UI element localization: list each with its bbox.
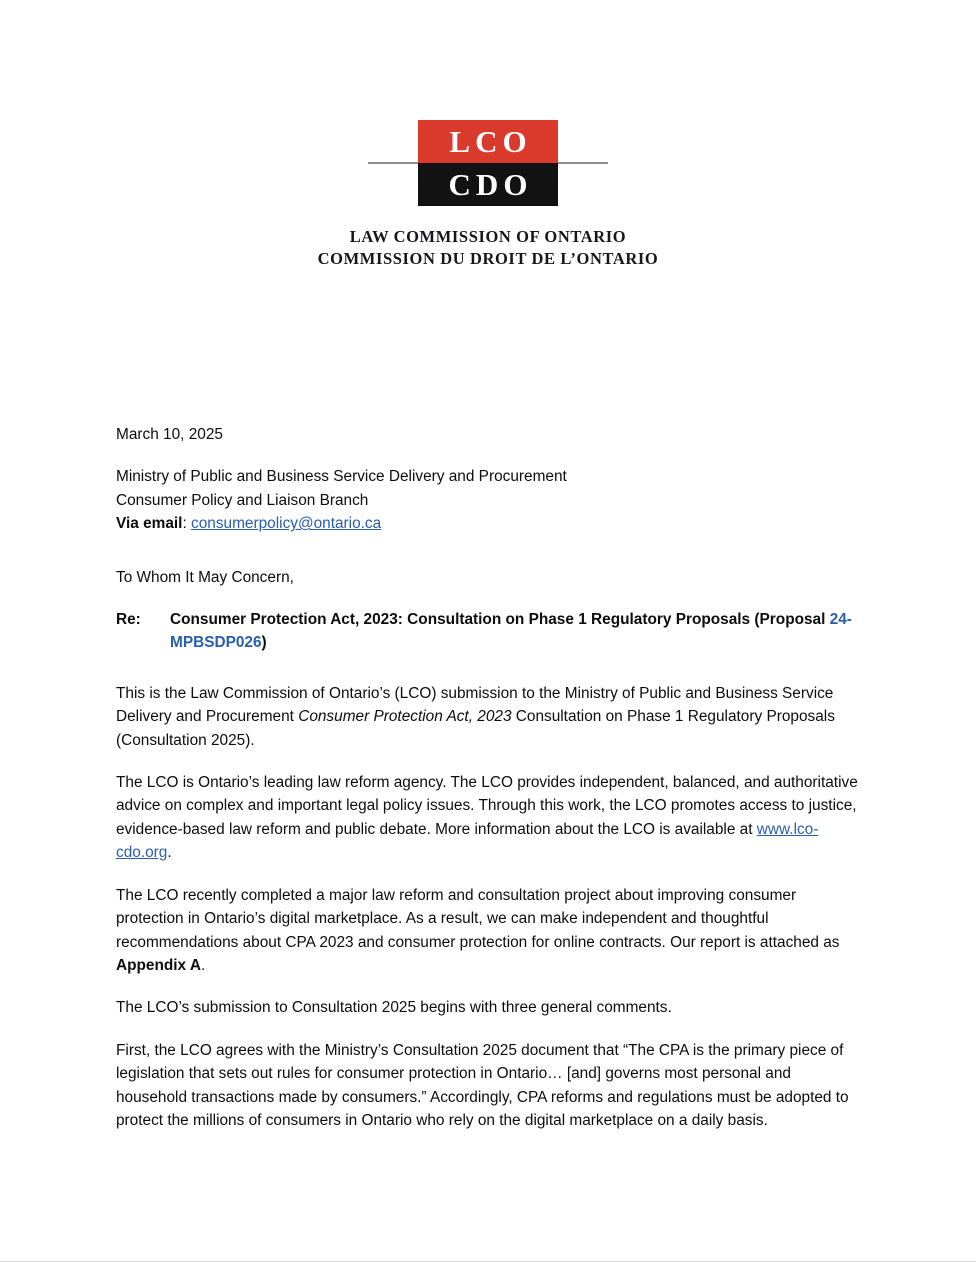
recipient-email-link[interactable]: consumerpolicy@ontario.ca	[191, 515, 382, 533]
logo-color-block	[418, 120, 558, 206]
recipient-email-line	[116, 512, 864, 535]
lco-cdo-logo	[368, 120, 608, 206]
via-email-label: Via email	[116, 515, 183, 533]
paragraph-1-text-b: Consultation on Phase 1 Regulatory Proposals (Consultation 2025).	[116, 708, 835, 749]
letter-body	[116, 423, 864, 1151]
statute-title-italic: Consumer Protection Act, 2023	[298, 708, 512, 726]
via-email-separator: :	[182, 515, 192, 533]
recipient-branch: Consumer Policy and Liaison Branch	[116, 491, 369, 509]
proposal-number-link[interactable]: 24-MPBSDP026	[170, 611, 852, 652]
wordmark-french: COMMISSION DU DROIT DE L’ONTARIO	[317, 248, 659, 268]
subject-label: Re:	[116, 611, 141, 629]
paragraph-2-text-a: The LCO is Ontario’s leading law reform agency. The LCO provides independent, balanced, and authoritative advice on complex and important legal policy issues. Through this work, the LCO promotes access to justice, evidence-based law reform and public debate. More information about the LCO is available at	[116, 774, 858, 838]
paragraph-3-text-a: The LCO recently completed a major law reform and consultation project about improving consumer protection in Ontario’s digital marketplace. As a result, we can make independent and thoughtful recommendations about CPA 2023 and consumer protection for online contracts. Our report is attached as	[116, 886, 840, 951]
paragraph-1-text-a: This is the Law Commission of Ontario’s (LCO) submission to the Ministry of Public and Business Service Delivery and Procurement	[116, 684, 834, 726]
logo-top-lco: LCO	[418, 120, 558, 163]
appendix-a-reference: Appendix A	[116, 956, 201, 974]
salutation: To Whom It May Concern,	[116, 568, 294, 586]
paragraph-5: First, the LCO agrees with the Ministry’s Consultation 2025 document that “The CPA is the primary piece of legislation that sets out rules for consumer protection in Ontario… [and] governs most personal and household transactions made by consumers.” Accordingly, CPA reforms and regulations must be adopted to protect the millions of consumers in Ontario who rely on the digital marketplace on a daily basis.	[116, 1041, 849, 1129]
subject-proposal-suffix: )	[261, 634, 267, 652]
paragraph-2-text-b: .	[167, 844, 172, 862]
organization-wordmark	[0, 226, 976, 270]
letter-date: March 10, 2025	[116, 426, 223, 443]
letterhead	[0, 120, 976, 270]
logo-bottom-cdo: CDO	[418, 163, 558, 206]
subject-line	[116, 608, 864, 655]
paragraph-3-text-b: .	[200, 956, 206, 974]
subject-proposal-prefix: (Proposal	[754, 611, 830, 629]
wordmark-english: LAW COMMISSION OF ONTARIO	[349, 227, 627, 246]
paragraph-1	[116, 682, 864, 752]
subject-text	[170, 611, 852, 651]
paragraph-3	[116, 884, 864, 978]
paragraph-2	[116, 771, 864, 865]
paragraph-4: The LCO’s submission to Consultation 2025 begins with three general comments.	[116, 999, 672, 1017]
subject-title: Consumer Protection Act, 2023: Consultation on Phase 1 Regulatory Proposals	[170, 611, 751, 629]
recipient-address-block	[116, 465, 864, 535]
lco-website-link[interactable]: www.lco-cdo.org	[116, 820, 819, 862]
recipient-ministry: Ministry of Public and Business Service Delivery and Procurement	[116, 468, 567, 486]
